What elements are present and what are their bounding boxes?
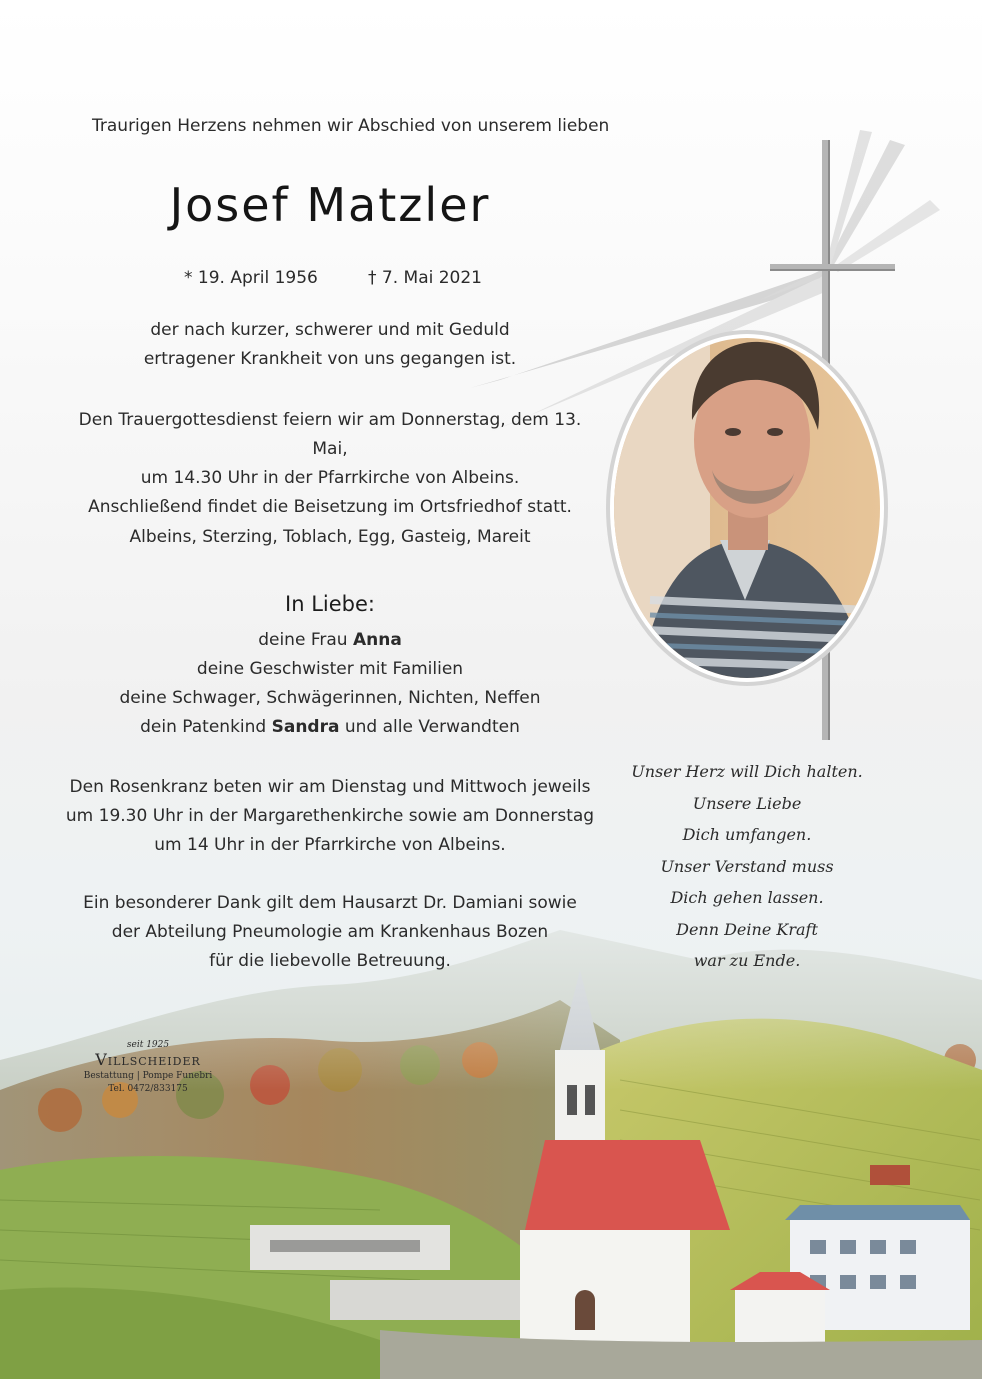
poem-line: Dich umfangen. (682, 825, 812, 844)
mourner-line: deine Geschwister mit Familien (196, 659, 464, 679)
mourner-name: Anna (352, 630, 402, 650)
mourners-heading: In Liebe: (285, 592, 375, 616)
poem-line: Unser Herz will Dich halten. (631, 762, 863, 781)
mourner-line: deine Schwager, Schwägerinnen, Nichten, Neffen (119, 688, 541, 708)
funeral-home-logo (78, 1040, 218, 1096)
mourner-line (80, 713, 580, 742)
mourner-suffix: und alle Verwandten (339, 717, 520, 737)
logo-subtitle: Bestattung | Pompe Funebri (83, 1071, 213, 1081)
logo-phone: Tel. 0472/833175 (108, 1084, 188, 1094)
thanks-line: für die liebevolle Betreuung. (209, 951, 451, 971)
rosary-line: um 14 Uhr in der Pfarrkirche von Albeins. (154, 835, 506, 855)
poem-line: war zu Ende. (693, 951, 801, 970)
birth-date: * 19. April 1956 (184, 268, 318, 288)
illness-paragraph (90, 316, 570, 374)
places-text: Albeins, Sterzing, Toblach, Egg, Gasteig, Mareit (129, 527, 531, 547)
funeral-line: um 14.30 Uhr in der Pfarrkirche von Albeins. (140, 468, 520, 488)
poem (612, 756, 882, 977)
mourner-prefix: dein Patenkind (140, 717, 272, 737)
logo-since: seit 1925 (126, 1040, 170, 1050)
mourner-prefix: deine Frau (258, 630, 353, 650)
thanks-line: der Abteilung Pneumologie am Krankenhaus Bozen (111, 922, 549, 942)
death-date: † 7. Mai 2021 (368, 268, 483, 288)
intro-text: Traurigen Herzens nehmen wir Abschied von unserem lieben (92, 116, 610, 136)
poem-line: Unsere Liebe (692, 793, 802, 813)
mourner-name: Sandra (271, 717, 340, 737)
rosary-line: Den Rosenkranz beten wir am Dienstag und Mittwoch jeweils (69, 777, 591, 797)
poem-line: Denn Deine Kraft (676, 919, 818, 939)
thanks-paragraph (60, 889, 600, 976)
mourner-line (80, 626, 580, 655)
logo-brand: Villscheider (95, 1050, 201, 1069)
funeral-line: Anschließend findet die Beisetzung im Ortsfriedhof statt. (88, 497, 572, 517)
thanks-line: Ein besonderer Dank gilt dem Hausarzt Dr. Damiani sowie (83, 893, 577, 913)
poem-line: Unser Verstand muss (660, 856, 834, 876)
mourners-list (80, 626, 580, 742)
deceased-name: Josef Matzler (169, 178, 491, 232)
illness-line: der nach kurzer, schwerer und mit Geduld (150, 320, 510, 340)
rosary-line: um 19.30 Uhr in der Margarethenkirche sowie am Donnerstag (65, 806, 595, 826)
poem-line: Dich gehen lassen. (670, 888, 824, 907)
funeral-line: Den Trauergottesdienst feiern wir am Donnerstag, dem 13. Mai, (78, 410, 582, 459)
illness-line: ertragener Krankheit von uns gegangen ist. (143, 349, 517, 369)
rosary-paragraph (60, 773, 600, 860)
funeral-paragraph (60, 406, 600, 522)
